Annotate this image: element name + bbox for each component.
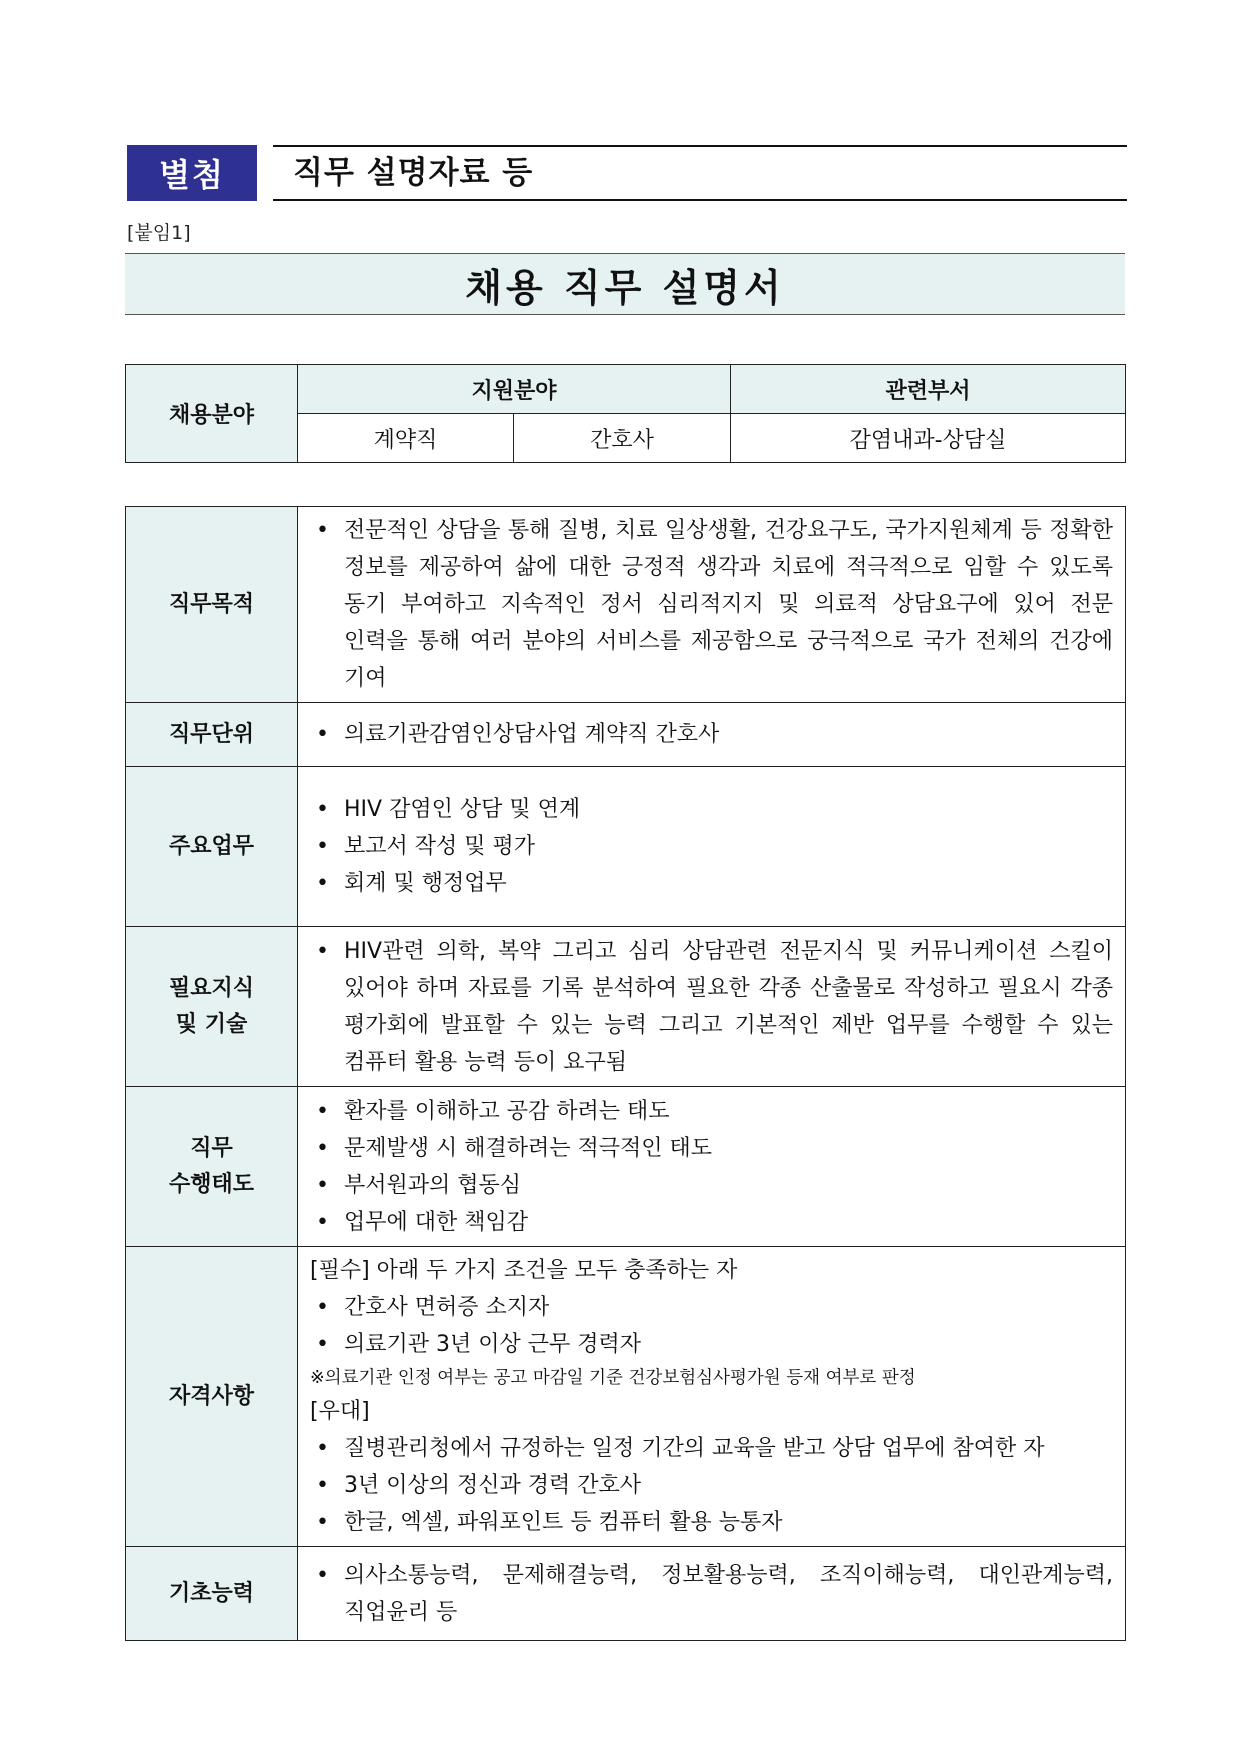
duty-item: • HIV 감염인 상담 및 연계 — [310, 791, 1113, 828]
duty-item: • 회계 및 행정업무 — [310, 865, 1113, 902]
purpose-content — [298, 507, 1126, 703]
employment-type: 계약직 — [298, 414, 514, 463]
table-row — [126, 1547, 1126, 1641]
job-description-table — [125, 506, 1126, 1641]
basic-ability-content — [298, 1547, 1126, 1641]
table-row — [126, 927, 1126, 1087]
purpose-item: • 전문적인 상담을 통해 질병, 치료 일상생활, 건강요구도, 국가지원체계 등 정확한 정보를 제공하여 삶에 대한 긍정적 생각과 치료에 적극적으로 임할 수 있도록 동기 부여하고 지속적인 정서 심리적지지 및 의료적 상담요구에 있어 전문 인력을 통해 여러 분야의 서비스를 제공함으로 궁극적으로 국가 전체의 건강에 기여 — [310, 512, 1113, 697]
skills-label-line1: 필요지식 — [168, 976, 254, 1002]
dept-header: 관련부서 — [731, 365, 1126, 414]
unit-item: • 의료기관감염인상담사업 계약직 간호사 — [310, 716, 1113, 753]
recruit-field-table — [125, 364, 1126, 463]
position: 간호사 — [514, 414, 731, 463]
header-title: 직무 설명자료 등 — [293, 155, 534, 191]
attitude-label-line1: 직무 — [190, 1136, 233, 1162]
preferred-item: • 한글, 엑셀, 파워포인트 등 컴퓨터 활용 능통자 — [310, 1504, 1113, 1541]
skills-label-line2: 및 기술 — [175, 1011, 248, 1037]
preferred-heading: [우대] — [310, 1399, 370, 1424]
document-title: 채용 직무 설명서 — [125, 253, 1125, 315]
skills-label — [126, 927, 298, 1087]
qualifications-content — [298, 1247, 1126, 1547]
table-row — [126, 1247, 1126, 1547]
required-item: • 의료기관 3년 이상 근무 경력자 — [310, 1326, 1113, 1363]
required-item: • 간호사 면허증 소지자 — [310, 1289, 1113, 1326]
table-row — [126, 507, 1126, 703]
field-header: 지원분야 — [298, 365, 731, 414]
attitude-item: • 환자를 이해하고 공감 하려는 태도 — [310, 1093, 1113, 1130]
required-heading: [필수] 아래 두 가지 조건을 모두 충족하는 자 — [310, 1258, 738, 1283]
attitude-item: • 부서원과의 협동심 — [310, 1167, 1113, 1204]
main-duties-content — [298, 767, 1126, 927]
duty-item: • 보고서 작성 및 평가 — [310, 828, 1113, 865]
attachment-label: [붙임1] — [127, 222, 191, 244]
header-title-bar — [273, 145, 1127, 201]
skills-content — [298, 927, 1126, 1087]
skills-item: • HIV관련 의학, 복약 그리고 심리 상담관련 전문지식 및 커뮤니케이션 스킬이 있어야 하며 자료를 기록 분석하여 필요한 각종 산출물로 작성하고 필요시 각종 평가회에 발표할 수 있는 능력 그리고 기본적인 제반 업무를 수행할 수 있는 컴퓨터 활용 능력 등이 요구됨 — [310, 933, 1113, 1081]
attitude-label-line2: 수행태도 — [168, 1171, 254, 1197]
table-row — [126, 767, 1126, 927]
main-duties-label: 주요업무 — [126, 767, 298, 927]
attitude-label — [126, 1087, 298, 1247]
purpose-label: 직무목적 — [126, 507, 298, 703]
table-row — [126, 1087, 1126, 1247]
preferred-item: • 3년 이상의 정신과 경력 간호사 — [310, 1467, 1113, 1504]
basic-ability-label: 기초능력 — [126, 1547, 298, 1641]
attitude-content — [298, 1087, 1126, 1247]
unit-label: 직무단위 — [126, 703, 298, 767]
section-header — [127, 145, 1127, 201]
recruit-field-label: 채용분야 — [126, 365, 298, 463]
table-row — [126, 703, 1126, 767]
preferred-item: • 질병관리청에서 규정하는 일정 기간의 교육을 받고 상담 업무에 참여한 자 — [310, 1430, 1113, 1467]
department: 감염내과-상담실 — [731, 414, 1126, 463]
attitude-item: • 업무에 대한 책임감 — [310, 1204, 1113, 1241]
appendix-badge: 별첨 — [127, 145, 257, 201]
unit-content — [298, 703, 1126, 767]
basic-ability-item: • 의사소통능력, 문제해결능력, 정보활용능력, 조직이해능력, 대인관계능력, 직업윤리 등 — [310, 1557, 1113, 1631]
qualifications-label: 자격사항 — [126, 1247, 298, 1547]
qualification-note: ※의료기관 인정 여부는 공고 마감일 기준 건강보험심사평가원 등재 여부로 판정 — [310, 1368, 916, 1388]
attitude-item: • 문제발생 시 해결하려는 적극적인 태도 — [310, 1130, 1113, 1167]
